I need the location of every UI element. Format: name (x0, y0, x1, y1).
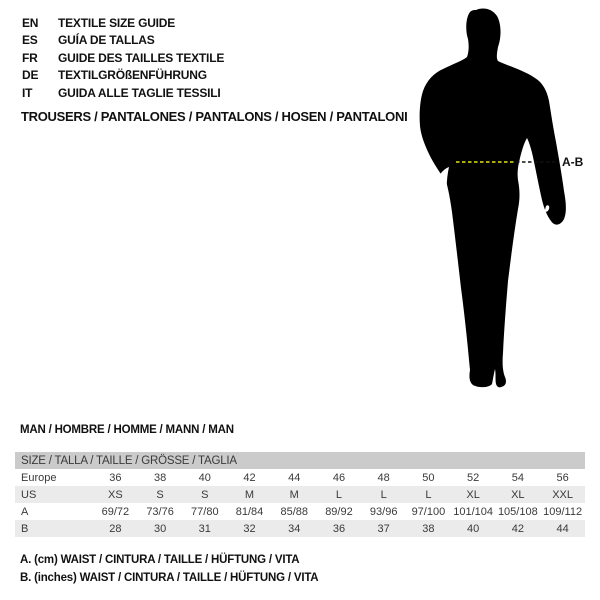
row-label: Europe (21, 471, 57, 484)
size-cell: 97/100 (411, 505, 446, 518)
size-cell: M (244, 488, 255, 501)
language-code: DE (22, 68, 39, 83)
size-cell: S (201, 488, 209, 501)
measurement-note: A. (cm) WAIST / CINTURA / TAILLE / HÜFTUNG / VITA (20, 554, 300, 566)
size-cell: 44 (288, 471, 301, 484)
size-cell: 32 (243, 522, 256, 535)
size-cell: 31 (198, 522, 211, 535)
measurement-note: B. (inches) WAIST / CINTURA / TAILLE / HÜFTUNG / VITA (20, 572, 319, 584)
size-cell: XL (466, 488, 480, 501)
language-code: ES (22, 33, 38, 48)
language-row (22, 49, 224, 67)
man-silhouette-svg (410, 0, 600, 400)
size-cell: 54 (511, 471, 524, 484)
size-cell: 85/88 (280, 505, 308, 518)
size-cell: 38 (153, 471, 167, 484)
size-cell: L (380, 488, 387, 501)
size-row-europe (15, 469, 585, 486)
row-label: US (21, 488, 37, 501)
language-title: GUIDA ALLE TAGLIE TESSILI (58, 85, 221, 100)
size-cell: 36 (109, 471, 122, 484)
row-label: A (21, 505, 29, 518)
measurement-label: A-B (562, 155, 584, 169)
man-silhouette-figure (410, 0, 600, 400)
size-cell: 93/96 (369, 505, 398, 518)
size-cell: 73/76 (146, 505, 174, 518)
size-cell: L (335, 488, 343, 501)
size-cell: XL (511, 488, 525, 501)
language-row (22, 67, 224, 85)
size-cell: 34 (288, 522, 301, 535)
size-table-header-cell: SIZE / TALLA / TAILLE / GRÖSSE / TAGLIA (15, 452, 585, 469)
gender-section-title: MAN / HOMBRE / HOMME / MANN / MAN (20, 424, 234, 436)
size-cell: 46 (332, 471, 346, 484)
language-title: TEXTILE SIZE GUIDE (58, 15, 176, 30)
size-row-a (15, 503, 585, 520)
language-code: FR (22, 50, 38, 65)
language-title: TEXTILGRÖßENFÜHRUNG (58, 68, 207, 83)
size-cell: 89/92 (325, 505, 353, 518)
size-cell: 52 (466, 471, 480, 484)
size-cell: 56 (556, 471, 569, 484)
size-cell: 101/104 (453, 505, 493, 518)
size-cell: 36 (332, 522, 346, 535)
size-cell: 44 (556, 522, 569, 535)
measurement-notes (20, 551, 318, 587)
size-row-us (15, 486, 585, 503)
size-cell: 42 (511, 522, 524, 535)
size-cell: XXL (552, 488, 573, 501)
size-cell: 40 (198, 471, 211, 484)
language-title: GUIDE DES TAILLES TEXTILE (58, 50, 225, 65)
size-table-header-row (15, 452, 585, 469)
left-hand-gap (439, 167, 449, 219)
size-cell: S (156, 488, 164, 501)
size-cell: 50 (422, 471, 435, 484)
size-cell: 48 (377, 471, 390, 484)
size-cell: 40 (466, 522, 480, 535)
row-label: B (21, 522, 29, 535)
size-cell: 81/84 (235, 505, 264, 518)
language-row (22, 14, 224, 32)
language-code: EN (22, 15, 39, 30)
category-title: TROUSERS / PANTALONES / PANTALONS / HOSEN / PANTALONI (21, 109, 408, 124)
size-cell: 105/108 (497, 505, 538, 518)
size-table (15, 452, 585, 537)
size-cell: M (289, 488, 299, 501)
size-cell: 28 (109, 522, 122, 535)
size-cell: XS (108, 488, 123, 501)
language-row (22, 32, 224, 50)
size-cell: 42 (243, 471, 256, 484)
size-cell: 77/80 (191, 505, 219, 518)
size-cell: 109/112 (543, 505, 583, 518)
size-row-b (15, 520, 585, 537)
size-cell: 69/72 (101, 505, 130, 518)
size-cell: 30 (153, 522, 167, 535)
size-cell: 37 (377, 522, 390, 535)
size-cell: 38 (422, 522, 435, 535)
size-cell: L (425, 488, 432, 501)
language-code: IT (22, 85, 33, 100)
language-title-list (22, 14, 224, 102)
language-title: GUÍA DE TALLAS (58, 33, 155, 48)
language-row (22, 84, 224, 102)
